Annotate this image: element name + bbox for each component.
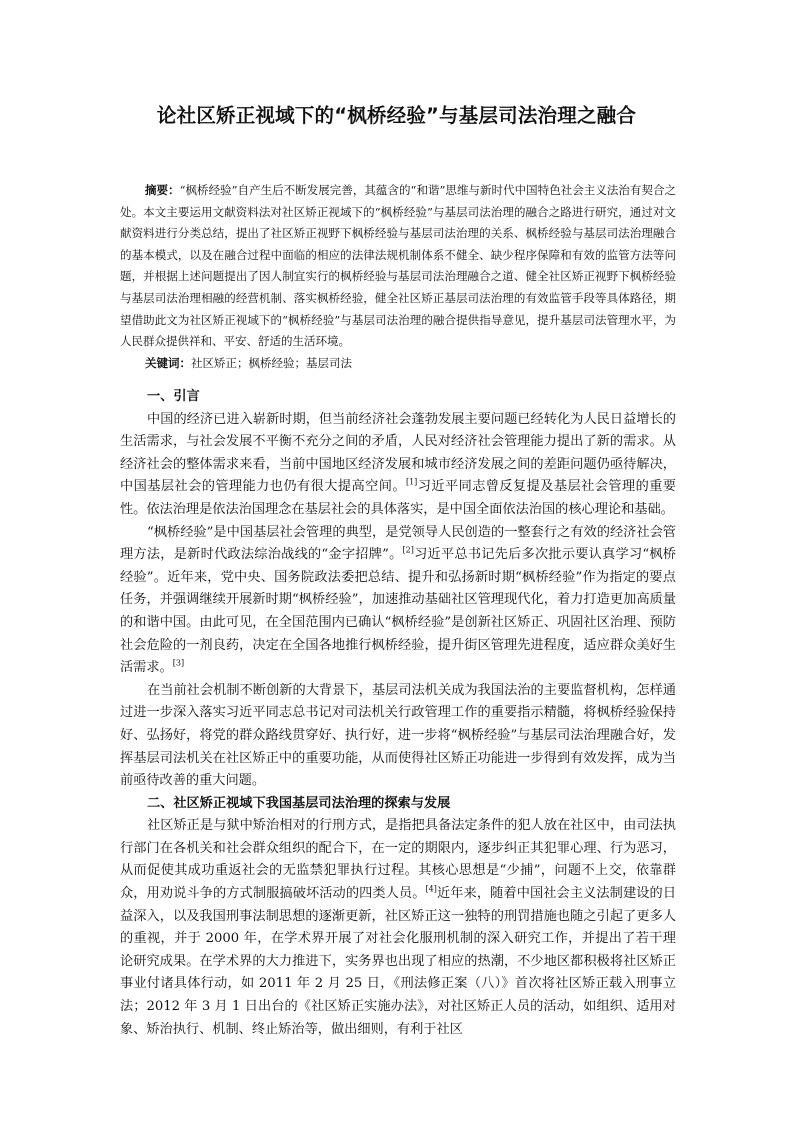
paragraph-text: 近年来，随着中国社会主义法制建设的日益深入，以及我国刑事法制思想的逐渐更新，社区矫正这一独特的刑罚措施也随之引起了更多人的重视，并于 2000 年，在学术界开展了对社会化服刑机制的深入研究工作，并提出了若干理论研究成果。在学术界的大力推进下，实务界也出现了相应的热潮，不少地区都积极将社区矫正事业付诸具体行动，如 2011 年 2 月 25 日，《刑法修正案（八）》首次将社区矫正载入刑事立法；2012 年 3 月 1 日出台的《社区矫正实施办法》，对社区矫正人员的活动，如组织、适用对象、矫治执行、机制、终止矫治等，做出细则，有利于社区 bbox=[120, 886, 677, 1037]
abstract-block bbox=[120, 180, 676, 374]
keywords-paragraph bbox=[120, 353, 676, 375]
paragraph-text: 社区矫正是与狱中矫治相对的行刑方式，是指把具备法定条件的犯人放在社区中，由司法执行部门在各机关和社会群众组织的配合下，在一定的期限内，逐步纠正其犯罪心理、行为恶习，从而促使其成功重返社会的无监禁犯罪执行过程。其核心思想是“少捕”，问题不上交，依靠群众，用劝说斗争的方式制服搞破坏活动的四类人员。 bbox=[120, 818, 676, 902]
citation-marker: [3] bbox=[172, 658, 185, 668]
body-paragraph: 在当前社会机制不断创新的大背景下，基层司法机关成为我国法治的主要监督机构，怎样通过进一步深入落实习近平同志总书记对司法机关行政管理工作的重要指示精髓，将枫桥经验保持好、弘扬好，将党的群众路线贯穿好、执行好，进一步将“枫桥经验”与基层司法治理融合好，发挥基层司法机关在社区矫正中的重要功能，从而使得社区矫正功能进一步得到有效发挥，成为当前亟待改善的重大问题。 bbox=[120, 682, 676, 789]
section-heading-exploration: 二、社区矫正视域下我国基层司法治理的探索与发展 bbox=[147, 795, 451, 811]
paper-body bbox=[120, 386, 676, 1041]
keywords-text: 社区矫正；枫桥经验；基层司法 bbox=[191, 355, 352, 370]
abstract-text: “枫桥经验”自产生后不断发展完善，其蕴含的“和谐”思维与新时代中国特色社会主义法治有契合之处。本文主要运用文献资料法对社区矫正视域下的“枫桥经验”与基层司法治理的融合之路进行研究，通过对文献资料进行分类总结，提出了社区矫正视野下枫桥经验与基层司法治理的关系、枫桥经验与基层司法治理融合的基本模式，以及在融合过程中面临的相应的法律法规机制体系不健全、缺少程序保障和有效的监管方法等问题，并根据上述问题提出了因人制宜实行的枫桥经验与基层司法治理融合之道、健全社区矫正视野下枫桥经验与基层司法治理相融的经营机制、落实枫桥经验，健全社区矫正基层司法治理的有效监管手段等具体路径，期望借助此文为社区矫正视域下的“枫桥经验”与基层司法治理的融合提供指导意见，提升基层司法管理水平，为人民群众提供祥和、平安、舒适的生活环境。 bbox=[120, 183, 677, 349]
citation-marker: [1] bbox=[405, 477, 418, 487]
section-heading-intro: 一、引言 bbox=[147, 389, 200, 404]
body-paragraph bbox=[120, 409, 676, 522]
paragraph-text: “枫桥经验”是中国基层社会管理的典型，是党领导人民创造的一整套行之有效的经济社会管理方法，是新时代政法综治战线的“金字招牌”。 bbox=[120, 524, 676, 563]
body-paragraph bbox=[120, 522, 676, 680]
abstract-label: 摘要： bbox=[145, 183, 180, 197]
citation-marker: [4] bbox=[425, 884, 437, 894]
citation-marker: [2] bbox=[402, 545, 414, 555]
paragraph-text: 中国的经济已进入崭新时期，但当前经济社会蓬勃发展主要问题已经转化为人民日益增长的生活需求，与社会发展不平衡不充分之间的矛盾，人民对经济社会管理能力提出了新的需求。从经济社会的整体需求来看，当前中国地区经济发展和城市经济发展之间的差距问题仍亟待解决，中国基层社会的管理能力也仍有很大提高空间。 bbox=[120, 411, 676, 495]
abstract-paragraph bbox=[120, 180, 676, 353]
paper-title: 论社区矫正视域下的“枫桥经验”与基层司法治理之融合 bbox=[156, 104, 637, 127]
paragraph-text: 习近平同志曾反复提及基层社会管理的重要性。依法治理是依法治国理念在基层社会的具体落实，是中国全面依法治国的核心理论和基础。 bbox=[120, 479, 677, 517]
keywords-label: 关键词： bbox=[145, 355, 191, 370]
body-paragraph bbox=[120, 815, 676, 1041]
paragraph-text: 习近平总书记先后多次批示要认真学习“枫桥经验”。近年来，党中央、国务院政法委把总结、提升和弘扬新时期“枫桥经验”作为指定的要点任务，并强调继续开展新时期“枫桥经验”，加速推动基础社区管理现代化，着力打造更加高质量的和谐中国。由此可见，在全国范围内已确认“枫桥经验”是创新社区矫正、巩固社区治理、预防社会危险的一剂良药，决定在全国各地推行枫桥经验，提升街区管理先进程度，适应群众美好生活需求。 bbox=[120, 547, 676, 676]
